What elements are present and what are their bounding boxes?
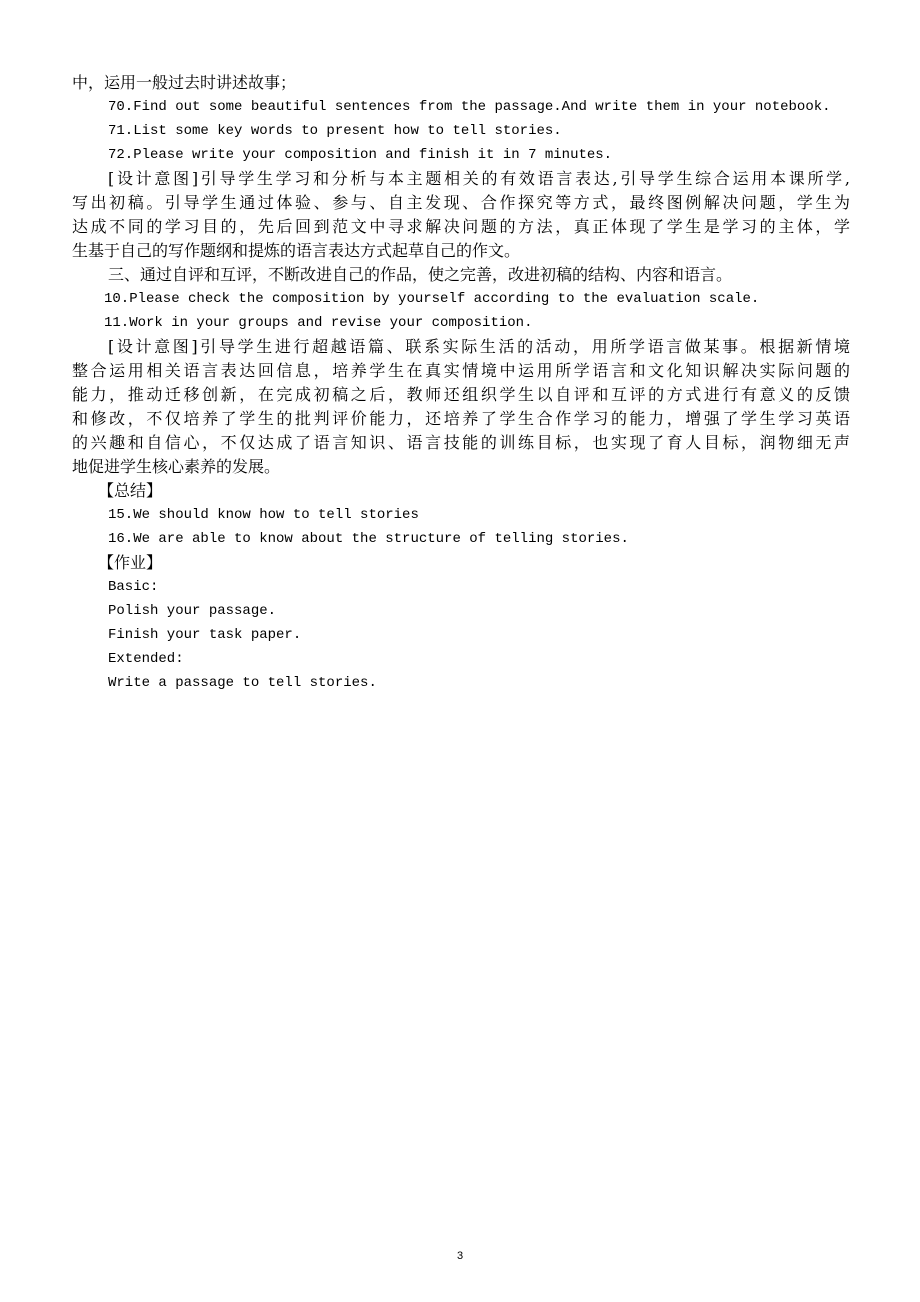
text-line: 生基于自己的写作题纲和提炼的语言表达方式起草自己的作文。	[72, 241, 521, 260]
section-heading-homework: 【作业】	[98, 553, 163, 572]
section-heading-summary: 【总结】	[98, 481, 163, 500]
text-line: Finish your task paper.	[108, 627, 302, 643]
text-line: [设计意图]引导学生进行超越语篇、联系实际生活的活动，用所学语言做某事。根据新情境	[108, 337, 850, 356]
text-line: Write a passage to tell stories.	[108, 675, 377, 691]
page-number: 3	[456, 1250, 464, 1262]
text-line: 的兴趣和自信心，不仅达成了语言知识、语言技能的训练目标，也实现了育人目标，润物细无声	[72, 433, 850, 452]
text-line: Basic:	[108, 579, 159, 595]
text-line: 72.Please write your composition and finish it in 7 minutes.	[108, 147, 613, 163]
text-line: 和修改，不仅培养了学生的批判评价能力，还培养了学生合作学习的能力，增强了学生学习英语	[72, 409, 850, 428]
text-line: 达成不同的学习目的，先后回到范文中寻求解决问题的方法，真正体现了学生是学习的主体，学	[72, 217, 850, 236]
text-line: 中，运用一般过去时讲述故事；	[72, 73, 297, 92]
text-line: 11.Work in your groups and revise your composition.	[104, 315, 533, 331]
text-line: Polish your passage.	[108, 603, 277, 619]
text-line: 15.We should know how to tell stories	[108, 507, 419, 523]
text-line: 71.List some key words to present how to tell stories.	[108, 123, 562, 139]
text-line: 能力，推动迁移创新，在完成初稿之后，教师还组织学生以自评和互评的方式进行有意义的反馈	[72, 385, 850, 404]
text-line: 10.Please check the composition by yourself according to the evaluation scale.	[104, 291, 760, 307]
text-line: 70.Find out some beautiful sentences from the passage.And write them in your notebook.	[108, 99, 831, 115]
text-line: 整合运用相关语言表达回信息，培养学生在真实情境中运用所学语言和文化知识解决实际问题的	[72, 361, 850, 380]
text-line: 三、通过自评和互评，不断改进自己的作品，使之完善，改进初稿的结构、内容和语言。	[108, 265, 733, 284]
text-line: 16.We are able to know about the structure of telling stories.	[108, 531, 629, 547]
text-line: 写出初稿。引导学生通过体验、参与、自主发现、合作探究等方式，最终图例解决问题，学生为	[72, 193, 850, 212]
text-line: Extended:	[108, 651, 184, 667]
text-line: 地促进学生核心素养的发展。	[72, 457, 281, 476]
text-line: [设计意图]引导学生学习和分析与本主题相关的有效语言表达,引导学生综合运用本课所学,	[108, 169, 850, 188]
